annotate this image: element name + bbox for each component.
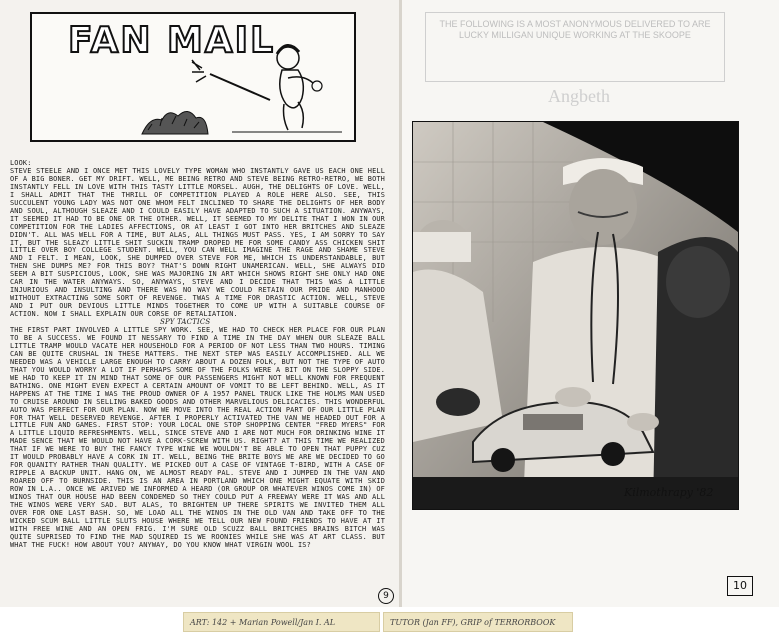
photo-signature: Kilmothrapy '82 bbox=[624, 486, 714, 499]
letter-body bbox=[10, 160, 385, 600]
ghost-bleedthrough-word: Angbeth bbox=[548, 86, 610, 106]
cartoon-hand bbox=[312, 81, 322, 91]
letter-salutation: LOOK: bbox=[10, 160, 32, 167]
broom-bristles bbox=[192, 60, 206, 82]
banner-title: FAN MAIL bbox=[68, 20, 276, 61]
spy-tactics-annotation: SPY TACTICS bbox=[160, 318, 211, 327]
tape-label-left: ART: 142 + Marian Powell/Jan I. AL bbox=[183, 612, 380, 632]
page-number-left: 9 bbox=[378, 588, 394, 604]
cartoon-body bbox=[280, 70, 304, 108]
broom-handle bbox=[210, 74, 270, 100]
surgeons-photo-image bbox=[413, 122, 738, 509]
tape-label-right: TUTOR (Jan FF), GRIP of TERRORBOOK bbox=[383, 612, 573, 632]
page-number-right: 10 bbox=[727, 576, 753, 596]
surgeons-photo bbox=[412, 121, 739, 510]
letter-paragraph-2: THE FIRST PART INVOLVED A LITTLE SPY WORK. SEE, WE HAD TO CHECK HER PLACE FOR OUR PLAN TO BE A SUCCESS. WE FOUND IT NESSARY TO FIND A TIME IN THE DAY WHEN OUR SLEAZE BALL LITTLE TRAMP WOULD VACATE HER HOUSEHOLD FOR A PERIOD OF NOT LESS THAN TWO HOURS. TIMING CAN BE QUITE CRUSHAL IN THESE MATTERS. THE NEXT STEP WAS EASILY ACCOMPLISHED. ALL WE NEEDED WAS A VEHICLE LARGE ENOUGH TO CARRY ABOUT A DOZEN FOLK, BUT NOT THE TYPE OF AUTO THAT YOU WOULD WORRY A LOT IF PERHAPS SOME OF THE FOLKS WERE A BIT ON THE SLOPPY SIDE. WE HAD TO KEEP IT IN MIND THAT SOME OF OUR PASSENGERS MIGHT NOT WELL KNOWN FOR FREQUENT BATHING. ONE MIGHT EVEN EXPECT A CERTAIN AMOUNT OF VOMIT TO BE LEFT BEHIND. WELL, AS IT HAPPENS AT THE TIME I WAS THE PROUD OWNER OF A 1957 PANEL TRUCK LIKE THE HOLMS MAN USED TO CRUISE AROUND IN SELLING BAKED GOODS AND OTHER MARVELIOUS DELICACIES. THIS WONDERFUL AUTO WAS PERFECT FOR OUR PLAN. NOW WE MOVE INTO THE REAL ACTION PART OF OUR LITTLE PLAN FOR THAT WELL DESERVED REVENGE. AFTER I PROPERLY ACTIVATED THE VAN WE HEADED OUT FOR A LITTLE FUN AND GAMES. FIRST STOP: YOUR LOCAL ONE STOP SHOPPING CENTER "FRED MYERS" FOR A LITTLE LIQUID REFRESHMENTS. WELL, SINCE STEVE AND I ARE NOT MUCH FOR DRINKING WINE IT MADE SENCE THAT WE WOULD NOT HAVE A CORK-SCREW WITH US. RIGHT? AT THIS TIME WE REALIZED THAT IF WE WERE TO BUY THE FANCY TYPE WINE WE WOULDN'T BE ABLE TO OPEN THAT PUPPY CUZ IT WOULD PROBABLY HAVE A CORK IN IT. WELL, BEING THE BRITE BOYS WE ARE WE DECIDED TO GO FOR QUANITY RATHER THAN QUALITY. WE PICKED OUT A CASE OF VINTAGE T-BIRD, WITH A CASE OF RIPPLE A BACKUP UNIT. HANG ON, WE ALMOST READY PAL. STEVE AND I JUMPED IN THE VAN AND ROARED OFF TO BURNSIDE. THIS IS AN AREA IN PORTLAND WHICH ONE MIGHT EQUATE WITH SKID ROW IN L.A.. ONCE WE ARIVED WE INFORMED A HEARD (OR GROUP OR WHATEVER WINOS COME IN) OF WINOS THAT OUR HOUSE HAD BEEN CONDEMED SO THEY COULD PUT A FREEWAY WERE IT WAS AND ALL THE WINOS WERE VERY SAD. BUT ALAS, TO BRIGHTEN UP THERE SPIRITS WE INVITED THEM ALL OVER FOR ONE LAST BASH. SO, WE LOAD ALL THE WINOS IN THE OLD VAN AND TAKE OFF TO THE WICKED SCUM BALL LITTLE SLUTS HOUSE WHERE WE TELL OUR NEW FOUND FRIENDS TO HAVE AT IT WITH FREE WINE AND AN OPEN FRIG. I'M SURE OLD SCUZZ BALL BRITCHES BRAINS BITCH WAS QUITE SUPRISED TO FIND THE MAD SQUIRED IS WE ROONIES WHILE SHE WAS AT ART CLASS. BUT WHAT THE FUCK! HOW ABOUT YOU? ANYWAY, DO YOU KNOW WHAT VIRGIN WOOL IS? bbox=[10, 326, 385, 549]
ghost-bleedthrough-text: THE FOLLOWING IS A MOST ANONYMOUS DELIVERED TO ARE LUCKY MILLIGAN UNIQUE WORKING AT THE SKOOPE bbox=[425, 12, 725, 82]
fan-mail-banner bbox=[30, 12, 356, 142]
letter-paragraph-1: STEVE STEELE AND I ONCE MET THIS LOVELY TYPE WOMAN WHO INSTANTLY GAVE US EACH ONE HELL OF A BIG BONER. GET MY DRIFT. WELL, ME BEING RETRO AND STEVE BEING RETRO-RETRO, WE BOTH INSTANTLY FELL IN LOVE WITH THIS TASTY LITTLE MORSEL. AUGH, THE DELIGHTS OF LOVE. WELL, I SHALL ADMIT THAT THE THRILL OF COMPETITION PLAYED A ROLE HERE ALSO. SEE, THIS SUCCULENT YOUNG LADY WAS NOT ONE WHOM FELT INCLINED TO SHARE THE DELIGHTS OF HER BODY AND SOUL, ALTHOUGH SLEAZE AND I COULD EASILY HAVE ADAPTED TO SUCH A SITUATION. ANYWAYS, IT SEEMED IT HAD TO BE ONE OR THE OTHER. WELL, IT SEEMED TO MY DELITE THAT I WON IN OUR COMPETITION FOR THE LADIES AFFECTIONS, OR AT LEAST I GOT INTO HER BRITCHES AND SLEAZE DIDN'T. ALL WAS WELL FOR A TIME, BUT ALAS, ALL THINGS MUST PASS. YES, I AM SORRY TO SAY IT, BUT THE SLEAZY LITTLE SHIT SUCKIN TRAMP DROPED ME FOR SOME CANDY ASS CHICKEN SHIT LITTLE OVER BOY COLLEGE STUDENT. WELL, YOU CAN WELL IMAGINE THE RAGE AND SHAME STEVE AND I FELT. I MEAN, LOOK, SHE DUMPED OVER STEVE FOR ME, WHICH IS UNDERSTANDABLE, BUT THEN SHE DUMPS ME? FOR THIS BOY? THAT'S DOWN RIGHT UNAMERICAN. WELL, SHE ALWAYS DID SEEM A BIT SUSPICIOUS, LOOK, SHE WAS MAJORING IN ART WHICH SHOWS RIGHT SHE ONLY HAD ONE CAR IN THE WATER ANYWAYS. SO, ANYWAYS, STEVE AND I DECIDE THAT THIS WAS A LITTLE INJURIOUS AND INSULTING AND THERE WAS NO WAY WE COULD RETAIN OUR PRIDE AND MANHOOD WITHOUT EXTRACTING SOME SORT OF REVENGE. TWAS A TIME FOR DRASTIC ACTION. WELL, STEVE AND I PUT OUR DEVIOUS LITTLE MINDS TOGETHER TO COME UP WITH A SUITABLE COURSE OF ACTION. NOW I SHALL EXPLAIN OUR CORSE OF RETALIATION. bbox=[10, 166, 385, 319]
